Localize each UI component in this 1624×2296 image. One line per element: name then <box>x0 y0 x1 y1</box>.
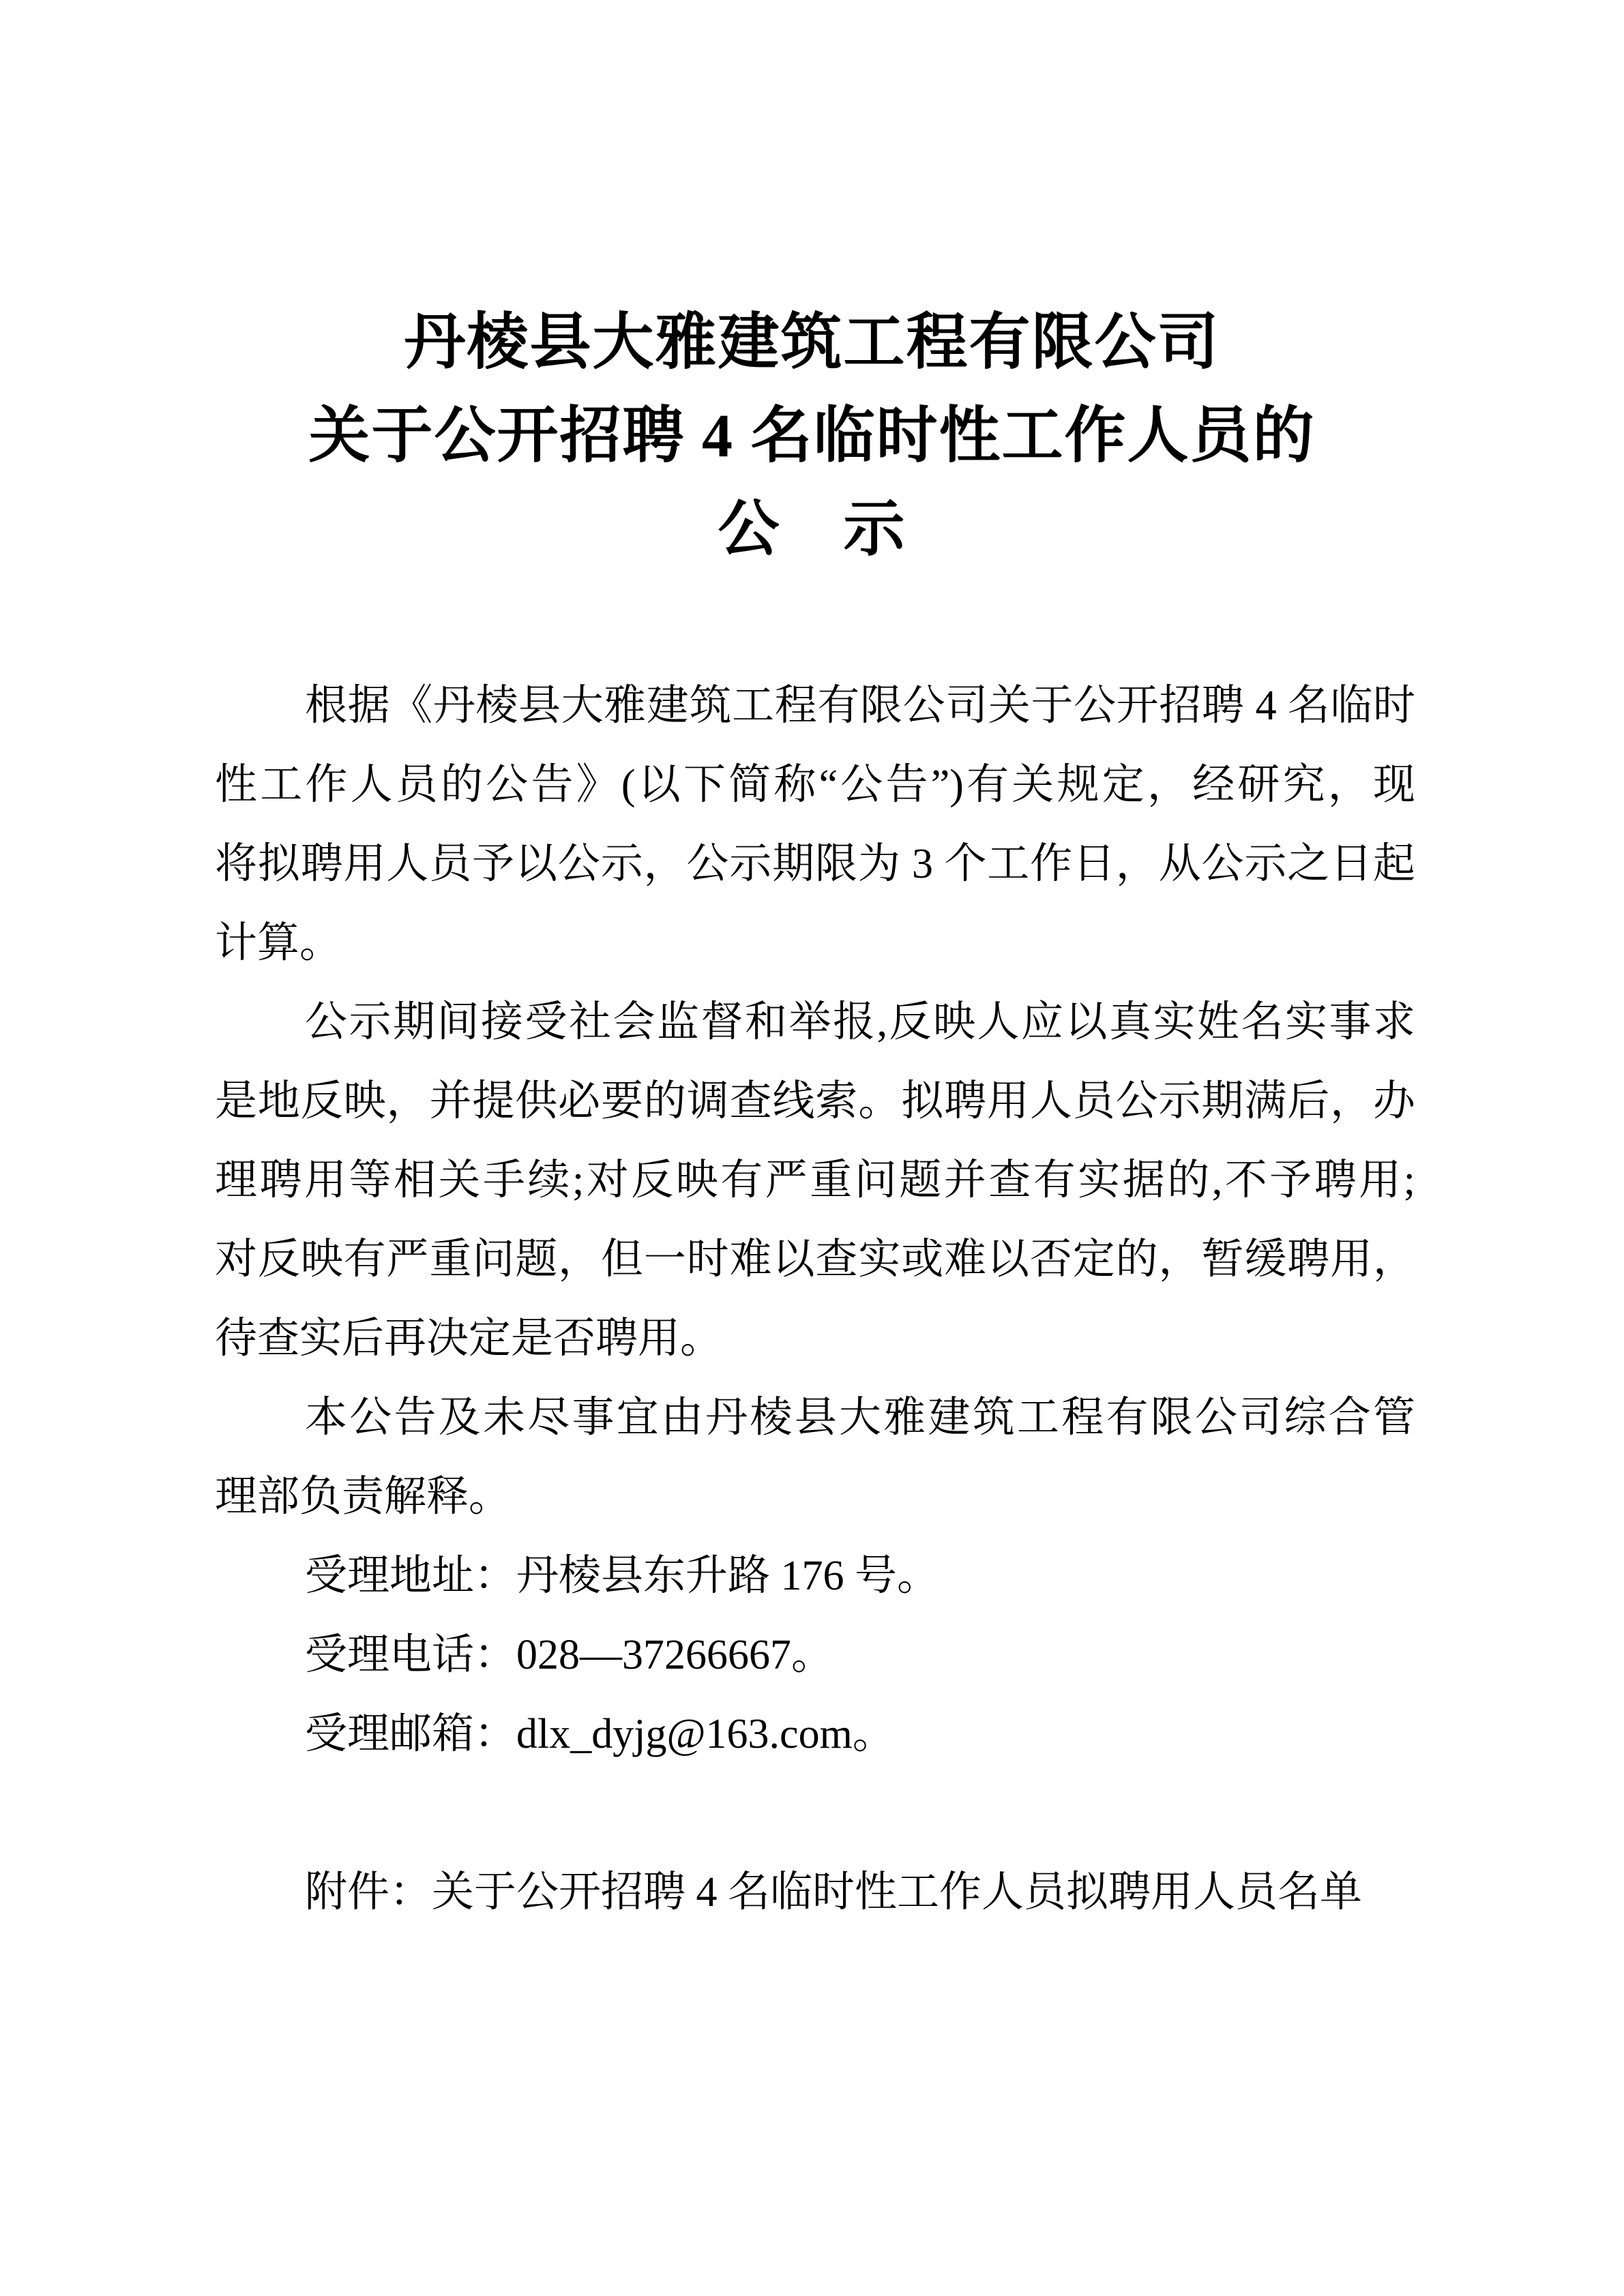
body-line: 本公告及未尽事宜由丹棱县大雅建筑工程有限公司综合管 <box>305 1395 1415 1441</box>
body-line: 性工作人员的公告》(以下简称“公告”)有关规定，经研究，现 <box>215 762 1415 808</box>
body-line-address: 受理地址：丹棱县东升路 176 号。 <box>305 1553 940 1599</box>
body-line-attachment: 附件：关于公开招聘 4 名临时性工作人员拟聘用人员名单 <box>305 1869 1363 1915</box>
body-line: 根据《丹棱县大雅建筑工程有限公司关于公开招聘 4 名临时 <box>305 683 1415 729</box>
title-line-company: 丹棱县大雅建筑工程有限公司 <box>404 309 1220 376</box>
body-line: 将拟聘用人员予以公示，公示期限为 3 个工作日，从公示之日起 <box>215 841 1415 887</box>
title-line-subject: 关于公开招聘 4 名临时性工作人员的 <box>308 402 1316 470</box>
body-line: 待查实后再决定是否聘用。 <box>215 1315 723 1362</box>
body-line: 对反映有严重问题，但一时难以查实或难以否定的，暂缓聘用， <box>215 1236 1415 1283</box>
body-line-email: 受理邮箱：dlx_dyjg@163.com。 <box>305 1711 895 1757</box>
document-title <box>0 296 1624 576</box>
body-line: 是地反映，并提供必要的调查线索。拟聘用人员公示期满后，办 <box>215 1078 1415 1124</box>
title-line-gongshi: 公 示 <box>718 496 906 563</box>
document-body <box>215 666 1415 1932</box>
body-line: 计算。 <box>215 920 342 966</box>
body-line: 理部负责解释。 <box>215 1474 512 1520</box>
body-line-phone: 受理电话：028—37266667。 <box>305 1632 834 1678</box>
blank-line <box>215 1774 1415 1853</box>
body-line: 理聘用等相关手续;对反映有严重问题并查有实据的,不予聘用; <box>215 1157 1415 1204</box>
body-line: 公示期间接受社会监督和举报,反映人应以真实姓名实事求 <box>305 999 1415 1045</box>
